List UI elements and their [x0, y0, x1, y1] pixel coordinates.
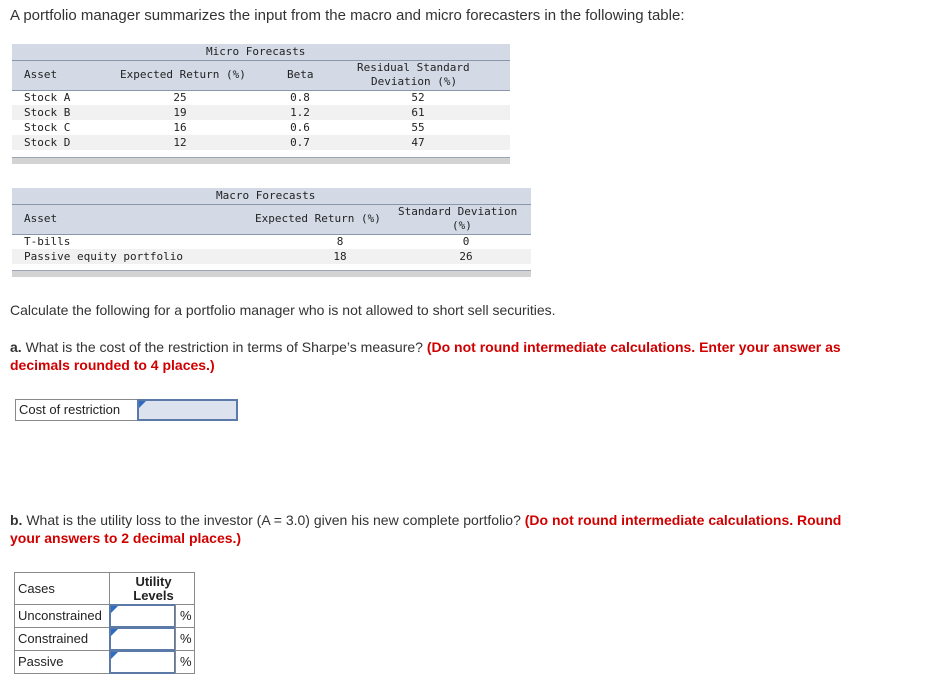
passive-utility-input[interactable]	[109, 650, 176, 674]
table-row-asset: Stock B	[24, 106, 71, 119]
input-flag-icon	[111, 652, 118, 659]
micro-col-resid-1: Residual Standard	[357, 61, 470, 74]
question-b-note-1: (Do not round intermediate calculations. Round	[524, 512, 842, 528]
utility-col-levels	[109, 572, 195, 605]
constrained-utility-input[interactable]	[109, 627, 176, 651]
input-flag-icon	[139, 401, 146, 408]
question-b-text: What is the utility loss to the investor (A = 3.0) given his new complete portfolio?	[22, 512, 525, 528]
table-row-asset: T-bills	[24, 235, 71, 248]
table-row-return: 19	[173, 106, 187, 119]
question-a-text: What is the cost of the restriction in terms of Sharpe’s measure?	[21, 339, 427, 355]
table-row-return: 8	[336, 235, 344, 248]
input-flag-icon	[111, 606, 118, 613]
question-b-note-2: your answers to 2 decimal places.)	[10, 530, 242, 546]
macro-footer-bar	[12, 270, 531, 277]
percent-unit: %	[175, 604, 195, 628]
table-row-return: 12	[173, 136, 187, 149]
utility-col-levels-1: Utility	[135, 574, 172, 589]
macro-col-sd-1: Standard Deviation	[398, 205, 518, 218]
percent-unit: %	[175, 627, 195, 651]
micro-title: Micro Forecasts	[206, 45, 306, 58]
question-a-note-2: decimals rounded to 4 places.)	[10, 357, 215, 373]
table-row-sd: 61	[411, 106, 425, 119]
micro-col-asset: Asset	[24, 68, 58, 81]
intro-text: A portfolio manager summarizes the input from the macro and micro forecasters in the following table:	[10, 7, 685, 24]
input-flag-icon	[111, 629, 118, 636]
utility-col-cases: Cases	[14, 572, 110, 605]
table-row-asset: Stock D	[24, 136, 71, 149]
utility-row-label: Constrained	[14, 627, 110, 651]
table-row-beta: 0.6	[290, 121, 310, 134]
cost-of-restriction-input[interactable]	[137, 399, 238, 421]
table-row-beta: 1.2	[290, 106, 310, 119]
table-row-asset: Passive equity portfolio	[24, 250, 183, 263]
macro-title: Macro Forecasts	[216, 189, 316, 202]
unconstrained-utility-input[interactable]	[109, 604, 176, 628]
table-row-sd: 26	[459, 250, 473, 263]
table-row-return: 18	[333, 250, 347, 263]
micro-col-resid-2: Deviation (%)	[371, 75, 458, 88]
table-row-sd: 47	[411, 136, 425, 149]
macro-col-return: Expected Return (%)	[255, 212, 381, 225]
table-row-return: 25	[173, 91, 187, 104]
table-row-beta: 0.8	[290, 91, 310, 104]
question-b-prefix: b.	[10, 512, 23, 528]
percent-unit: %	[175, 650, 195, 674]
macro-col-sd-2: (%)	[452, 219, 472, 232]
question-b	[10, 511, 945, 547]
table-row-asset: Stock A	[24, 91, 71, 104]
utility-col-levels-2: Levels	[133, 588, 174, 603]
question-a-prefix: a.	[10, 339, 22, 355]
micro-col-return: Expected Return (%)	[120, 68, 246, 81]
question-a	[10, 338, 940, 374]
cost-of-restriction-label: Cost of restriction	[15, 399, 138, 421]
micro-footer-bar	[12, 157, 510, 164]
table-row-asset: Stock C	[24, 121, 71, 134]
micro-col-beta: Beta	[287, 68, 314, 81]
table-row-beta: 0.7	[290, 136, 310, 149]
utility-row-label: Unconstrained	[14, 604, 110, 628]
utility-row-label: Passive	[14, 650, 110, 674]
macro-col-asset: Asset	[24, 212, 58, 225]
prompt-text: Calculate the following for a portfolio manager who is not allowed to short sell securities.	[10, 302, 556, 318]
table-row-sd: 0	[462, 235, 470, 248]
table-row-sd: 52	[411, 91, 425, 104]
question-a-note-1: (Do not round intermediate calculations. Enter your answer as	[426, 339, 841, 355]
table-row-return: 16	[173, 121, 187, 134]
table-row-sd: 55	[411, 121, 425, 134]
